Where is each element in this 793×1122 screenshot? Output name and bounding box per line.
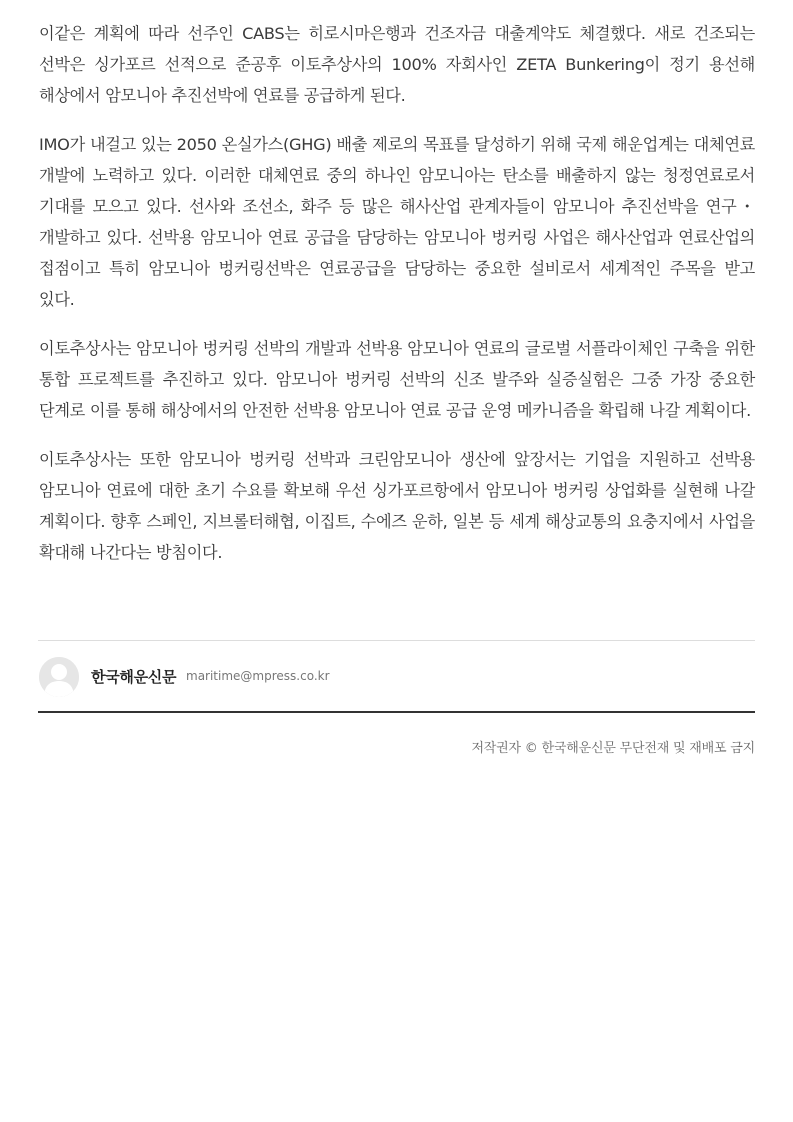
article-paragraph: 이같은 계획에 따라 선주인 CABS는 히로시마은행과 건조자금 대출계약도 체결했다. 새로 건조되는 선박은 싱가포르 선적으로 준공후 이토추상사의 100% 자회사인 ZETA Bunkering이 정기 용선해 해상에서 암모니아 추진선박에 연료를 공급하게 된다. [39, 24, 755, 105]
user-silhouette-icon [39, 657, 79, 697]
article-paragraph: IMO가 내걸고 있는 2050 온실가스(GHG) 배출 제로의 목표를 달성하기 위해 국제 해운업계는 대체연료 개발에 노력하고 있다. 이러한 대체연료 중의 하나인 암모니아는 탄소를 배출하지 않는 청정연료로서 기대를 모으고 있다. 선사와 조선소, 화주 등 많은 해사산업 관계자들이 암모니아 추진선박을 연구・개발하고 있다. 선박용 암모니아 연료 공급을 담당하는 암모니아 벙커링 사업은 해사산업과 연료산업의 접점이고 특히 암모니아 벙커링선박은 연료공급을 담당하는 중요한 설비로서 세계적인 주목을 받고 있다. [39, 135, 755, 309]
article-body [39, 18, 755, 586]
avatar[interactable] [39, 657, 79, 697]
article-paragraph: 이토추상사는 또한 암모니아 벙커링 선박과 크린암모니아 생산에 앞장서는 기업을 지원하고 선박용 암모니아 연료에 대한 초기 수요를 확보해 우선 싱가포르항에서 암모니아 벙커링 상업화를 실현해 나갈 계획이다. 향후 스페인, 지브롤터해협, 이집트, 수에즈 운하, 일본 등 세계 해상교통의 요충지에서 사업을 확대해 나간다는 방침이다. [39, 450, 755, 562]
reporter-name[interactable]: 한국해운신문 [91, 668, 177, 686]
copyright-notice: 저작권자 © 한국해운신문 무단전재 및 재배포 금지 [471, 741, 755, 756]
article-paragraph: 이토추상사는 암모니아 벙커링 선박의 개발과 선박용 암모니아 연료의 글로벌 서플라이체인 구축을 위한 통합 프로젝트를 추진하고 있다. 암모니아 벙커링 선박의 신조 발주와 실증실험은 그중 가장 중요한 단계로 이를 통해 해상에서의 안전한 선박용 암모니아 연료 공급 운영 메카니즘을 확립해 나갈 계획이다. [39, 339, 755, 420]
reporter-email-link[interactable]: maritime@mpress.co.kr [186, 669, 330, 683]
reporter-byline [38, 640, 755, 713]
